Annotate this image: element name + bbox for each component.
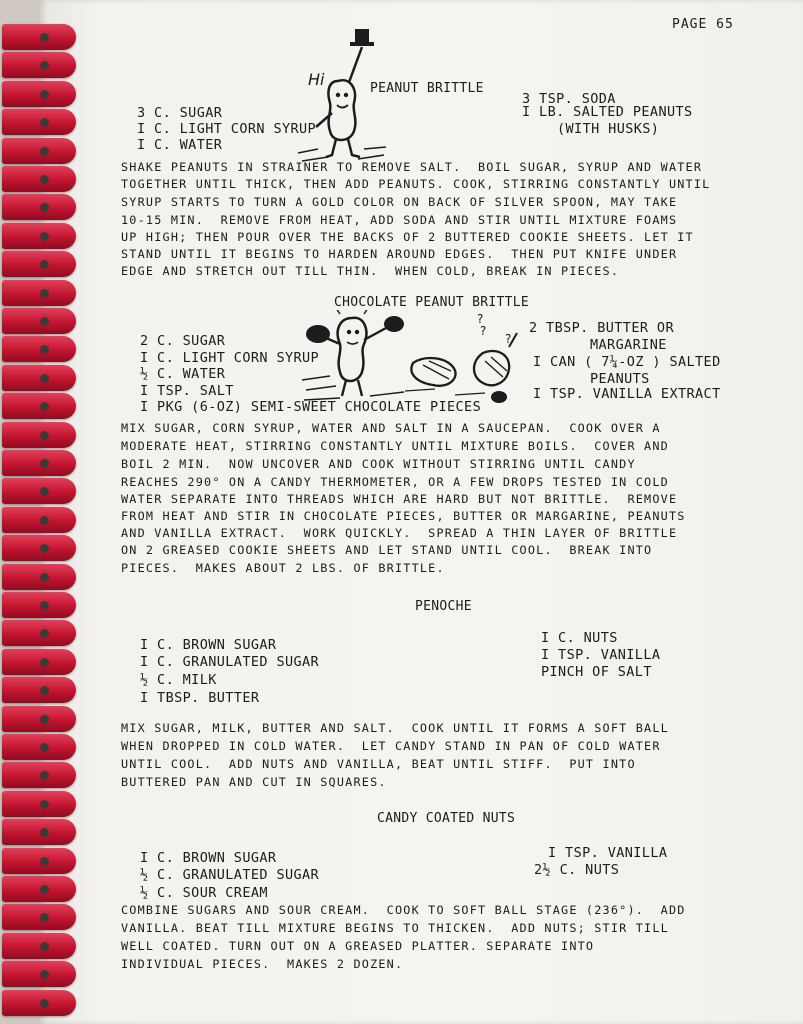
binding-coil [2,365,76,391]
ingredient: I CAN ( 7¼-OZ ) SALTED [533,354,721,370]
binding-hole [40,147,49,156]
binding-coil [2,223,76,249]
binding-coil [2,507,76,533]
binding-hole [40,715,49,724]
binding-hole [40,573,49,582]
binding-hole [40,33,49,42]
ingredient: I TSP. SALT [140,383,234,399]
binding-coil [2,535,76,561]
binding-coil [2,933,76,959]
binding-coil [2,791,76,817]
binding-hole [40,459,49,468]
ingredient: ½ C. WATER [140,366,226,382]
ingredient: I C. WATER [137,137,223,153]
instruction-line: EDGE AND STRETCH OUT TILL THIN. WHEN COLD, BREAK IN PIECES. [121,264,620,278]
ingredient: I TSP. VANILLA [548,845,668,861]
ingredient: I PKG (6-OZ) SEMI-SWEET CHOCOLATE PIECES [140,399,482,415]
ingredient: I TSP. VANILLA EXTRACT [533,386,721,402]
instruction-line: SYRUP STARTS TO TURN A GOLD COLOR ON BACK OF SILVER SPOON, MAY TAKE [121,195,678,209]
ingredient: ½ C. MILK [140,672,217,688]
binding-coil [2,422,76,448]
cartoon-question-mark: ? [505,332,512,346]
cartoon-hi-text: Hi [308,70,325,89]
binding-coil [2,592,76,618]
ingredient: I C. BROWN SUGAR [140,850,277,866]
binding-hole [40,800,49,809]
knocked-out-peanuts-icon [405,305,525,415]
binding-hole [40,942,49,951]
binding-coil [2,564,76,590]
instruction-line: STAND UNTIL IT BEGINS TO HARDEN AROUND EDGES. THEN PUT KNIFE UNDER [121,247,678,261]
instruction-line: COMBINE SUGARS AND SOUR CREAM. COOK TO SOFT BALL STAGE (236°). ADD [121,903,686,917]
peanut-boxer-icon [300,310,410,405]
binding-coil [2,24,76,50]
instruction-line: UNTIL COOL. ADD NUTS AND VANILLA, BEAT UNTIL STIFF. PUT INTO [121,757,636,771]
instruction-line: BOIL 2 MIN. NOW UNCOVER AND COOK WITHOUT STIRRING UNTIL CANDY [121,457,636,471]
cartoon-question-mark: ? [480,324,487,338]
binding-hole [40,658,49,667]
binding-coil [2,450,76,476]
instruction-line: SHAKE PEANUTS IN STRAINER TO REMOVE SALT. BOIL SUGAR, SYRUP AND WATER [121,160,703,174]
instruction-line: UP HIGH; THEN POUR OVER THE BACKS OF 2 BUTTERED COOKIE SHEETS. LET IT [121,230,694,244]
ingredient: (WITH HUSKS) [557,121,660,137]
ingredient: 2 TBSP. BUTTER OR [529,320,674,336]
binding-coil [2,308,76,334]
binding-coil [2,393,76,419]
instruction-line: WELL COATED. TURN OUT ON A GREASED PLATTER. SEPARATE INTO [121,939,595,953]
binding-coil [2,280,76,306]
instruction-line: PIECES. MAKES ABOUT 2 LBS. OF BRITTLE. [121,561,445,575]
binding-hole [40,317,49,326]
ingredient: I C. GRANULATED SUGAR [140,654,320,670]
binding-coil [2,990,76,1016]
binding-hole [40,90,49,99]
binding-coil [2,706,76,732]
ingredient: I TBSP. BUTTER [140,690,260,706]
binding-coil [2,620,76,646]
ingredient: I C. LIGHT CORN SYRUP [137,121,317,137]
binding-hole [40,289,49,298]
ingredient: I C. LIGHT CORN SYRUP [140,350,320,366]
instruction-line: INDIVIDUAL PIECES. MAKES 2 DOZEN. [121,957,404,971]
binding-coil [2,138,76,164]
binding-coil [2,81,76,107]
binding-coil [2,677,76,703]
binding-coil [2,336,76,362]
page-number: PAGE 65 [672,17,734,32]
binding-hole [40,431,49,440]
instruction-line: WHEN DROPPED IN COLD WATER. LET CANDY STAND IN PAN OF COLD WATER [121,739,661,753]
ingredient: 2½ C. NUTS [534,862,620,878]
binding-coil [2,194,76,220]
ingredient: PEANUTS [590,371,650,387]
binding-hole [40,601,49,610]
ingredient: 2 C. SUGAR [140,333,226,349]
binding-hole [40,743,49,752]
binding-hole [40,175,49,184]
instruction-line: MIX SUGAR, MILK, BUTTER AND SALT. COOK UNTIL IT FORMS A SOFT BALL [121,721,669,735]
instruction-line: REACHES 290° ON A CANDY THERMOMETER, OR A FEW DROPS TESTED IN COLD [121,475,669,489]
ingredient: I C. BROWN SUGAR [140,637,277,653]
instruction-line: MODERATE HEAT, STIRRING CONSTANTLY UNTIL MIXTURE BOILS. COVER AND [121,439,669,453]
binding-coil [2,166,76,192]
binding-coil [2,904,76,930]
instruction-line: MIX SUGAR, CORN SYRUP, WATER AND SALT IN A SAUCEPAN. COOK OVER A [121,421,661,435]
binding-hole [40,374,49,383]
binding-hole [40,999,49,1008]
ingredient: 3 C. SUGAR [137,105,223,121]
ingredient: 3 TSP. SODA [522,91,616,107]
binding-coil [2,734,76,760]
binding-coil [2,478,76,504]
ingredient: ½ C. SOUR CREAM [140,885,268,901]
instruction-line: BUTTERED PAN AND CUT IN SQUARES. [121,775,387,789]
ingredient: I C. NUTS [541,630,618,646]
recipe-title-peanut-brittle: PEANUT BRITTLE [370,81,484,96]
cartoon-question-mark: ? [477,312,484,326]
binding-coil [2,961,76,987]
ingredient: I LB. SALTED PEANUTS [522,104,693,120]
instruction-line: AND VANILLA EXTRACT. WORK QUICKLY. SPREAD A THIN LAYER OF BRITTLE [121,526,678,540]
binding-hole [40,885,49,894]
binding-coil [2,819,76,845]
ingredient: I TSP. VANILLA [541,647,661,663]
binding-coil [2,762,76,788]
recipe-title-candy-coated-nuts: CANDY COATED NUTS [377,811,516,826]
binding-coil [2,876,76,902]
binding-hole [40,857,49,866]
instruction-line: WATER SEPARATE INTO THREADS WHICH ARE HARD BUT NOT BRITTLE. REMOVE [121,492,678,506]
binding-coil [2,251,76,277]
binding-hole [40,516,49,525]
ingredient: PINCH OF SALT [541,664,652,680]
instruction-line: ON 2 GREASED COOKIE SHEETS AND LET STAND UNTIL COOL. BREAK INTO [121,543,653,557]
spiral-binding [0,0,80,1024]
instruction-line: TOGETHER UNTIL THICK, THEN ADD PEANUTS. COOK, STIRRING CONSTANTLY UNTIL [121,177,711,191]
recipe-title-penoche: PENOCHE [415,599,472,614]
binding-coil [2,649,76,675]
ingredient: ½ C. GRANULATED SUGAR [140,867,320,883]
instruction-line: FROM HEAT AND STIR IN CHOCOLATE PIECES, BUTTER OR MARGARINE, PEANUTS [121,509,686,523]
instruction-line: 10-15 MIN. REMOVE FROM HEAT, ADD SODA AND STIR UNTIL MIXTURE FOAMS [121,213,678,227]
recipe-title-chocolate-peanut-brittle: CHOCOLATE PEANUT BRITTLE [334,295,530,310]
instruction-line: VANILLA. BEAT TILL MIXTURE BEGINS TO THICKEN. ADD NUTS; STIR TILL [121,921,669,935]
binding-hole [40,232,49,241]
binding-coil [2,848,76,874]
ingredient: MARGARINE [590,337,667,353]
peanut-waving-hat-icon [288,15,388,165]
binding-coil [2,52,76,78]
binding-coil [2,109,76,135]
